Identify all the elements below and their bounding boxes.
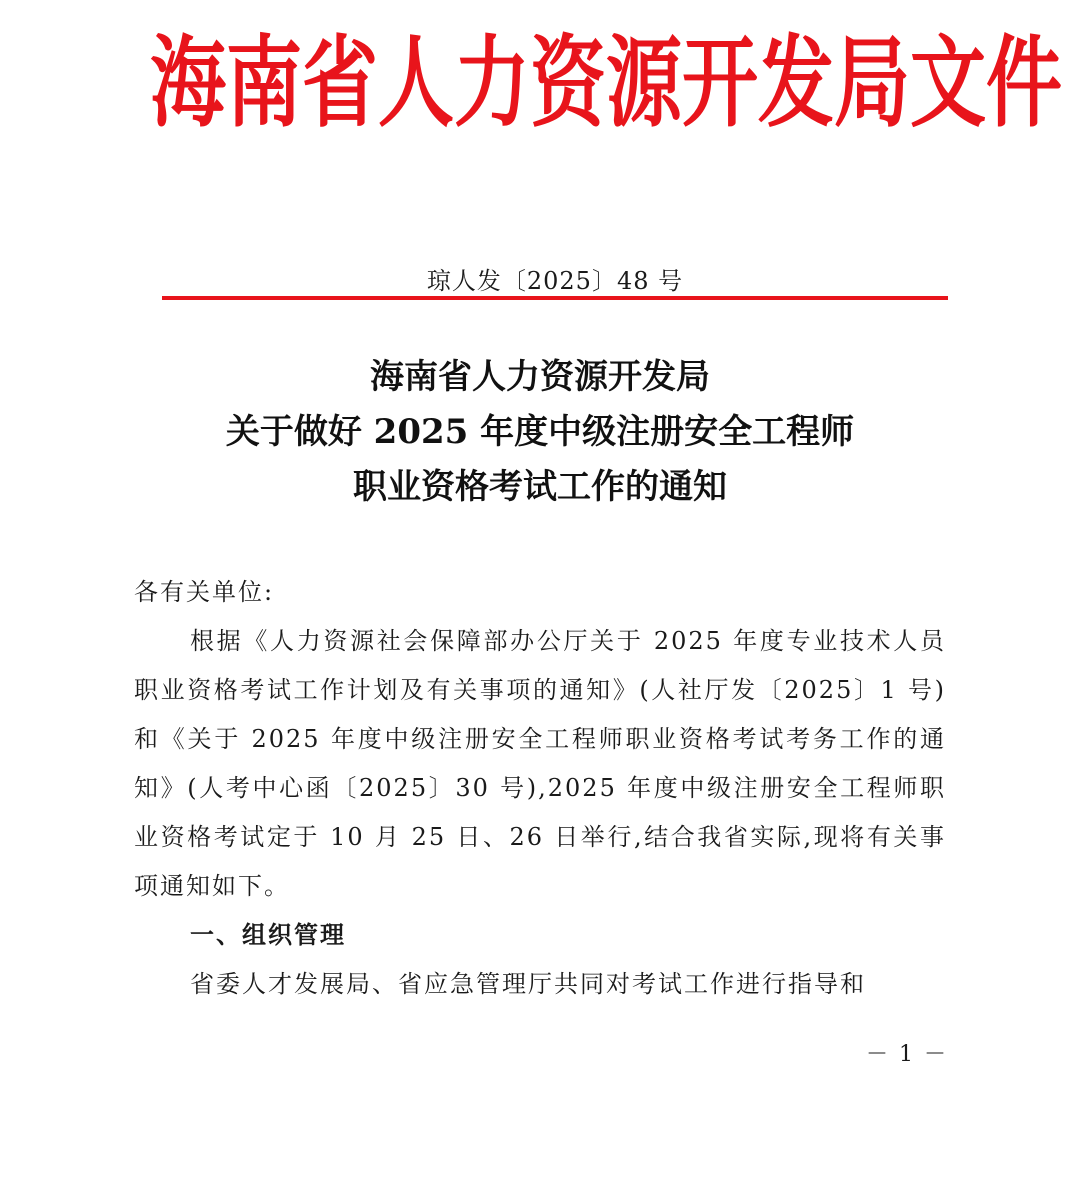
title-line-2: 关于做好 2025 年度中级注册安全工程师 [225, 412, 855, 452]
section-heading: 一、组织管理 [190, 921, 346, 949]
red-separator-line [162, 296, 948, 300]
notice-body [134, 568, 946, 1009]
notice-title [0, 350, 1080, 515]
masthead-title: 海南省人力资源开发局文件 [150, 24, 1062, 141]
title-line-1: 海南省人力资源开发局 [370, 357, 710, 397]
intro-paragraph: 根据《人力资源社会保障部办公厅关于 2025 年度专业技术人员职业资格考试工作计划及有关事项的通知》(人社厅发〔2025〕1 号)和《关于 2025 年度中级注册安全工程师职业资格考试考务工作的通知》(人考中心函〔2025〕30 号),2025 年度中级注册安全工程师职业资格考试定于 10 月 25 日、26 日举行,结合我省实际,现将有关事项通知如下。 [134, 627, 946, 900]
document-number: 琼人发〔2025〕48 号 [426, 267, 684, 295]
section-paragraph: 省委人才发展局、省应急管理厅共同对考试工作进行指导和 [190, 970, 866, 998]
salutation: 各有关单位: [134, 578, 275, 606]
title-line-3: 职业资格考试工作的通知 [353, 467, 727, 507]
page-number: － 1 － [866, 1042, 948, 1067]
